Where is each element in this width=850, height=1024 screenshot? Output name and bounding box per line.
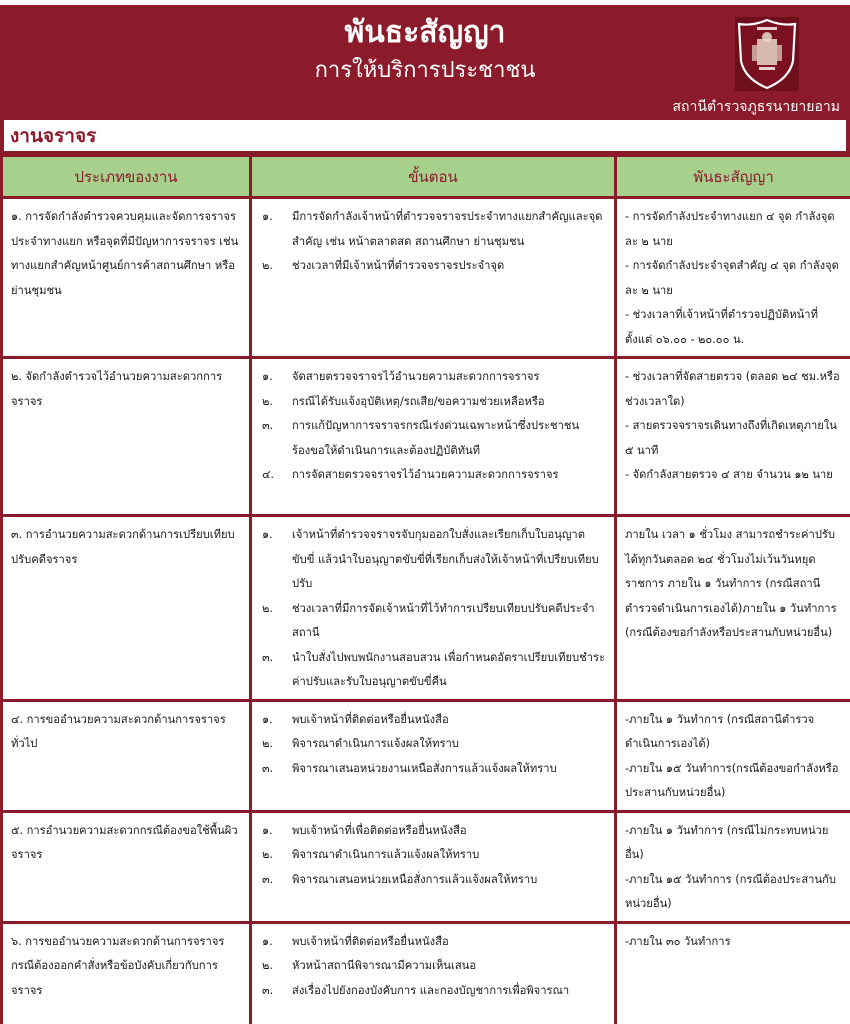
header-banner: [0, 5, 850, 120]
table-row: [2, 922, 850, 1024]
step-item: [260, 868, 606, 893]
step-number: ๒.: [262, 601, 273, 615]
step-item: [260, 757, 606, 782]
work-type-cell: ๖. การขออำนวยความสะดวกด้านการจราจร กรณีต้องออกคำสั่งหรือข้อบังคับเกี่ยวกับการจราจร: [2, 922, 251, 1024]
promise-cell: [616, 700, 850, 811]
step-text: เจ้าหน้าที่ตำรวจจราจรจับกุมออกใบสั่งและเรียกเก็บใบอนุญาตขับขี่ แล้วนำใบอนุญาตขับขี่ที่เรียกเก็บส่งให้เจ้าหน้าที่เปรียบเทียบปรับ: [292, 528, 599, 590]
table-row: [2, 198, 850, 358]
promise-line: - การจัดกำลังประจำจุดสำคัญ ๔ จุด กำลังจุดละ ๒ นาย: [625, 259, 839, 297]
work-type-cell: ๔. การขออำนวยความสะดวกด้านการจราจรทั่วไป: [2, 700, 251, 811]
work-type-cell: ๑. การจัดกำลังตำรวจควบคุมและจัดการจราจรประจำทางแยก หรือจุดที่มีปัญหาการจราจร เช่น ทางแยกสำคัญหน้าศูนย์การค้าสถานศึกษา หรือย่านชุมชน: [2, 198, 251, 358]
step-number: ๓.: [262, 983, 274, 997]
step-item: [260, 708, 606, 733]
promise-line: -ภายใน ๑ วันทำการ (กรณีสถานีตำรวจดำเนินการเองได้): [625, 712, 815, 750]
step-number: ๒.: [262, 737, 273, 750]
promise-line: - สายตรวจจราจรเดินทางถึงที่เกิดเหตุภายใน ๕ นาที: [625, 419, 837, 457]
step-item: [260, 597, 606, 646]
step-text: พิจารณาดำเนินการแล้วแจ้งผลให้ทราบ: [292, 848, 480, 861]
step-number: ๑.: [262, 823, 273, 837]
promise-line: ภายใน เวลา ๑ ชั่วโมง สามารถชำระค่าปรับได้ทุกวันตลอด ๒๔ ชั่วโมงไม่เว้นวันหยุดราชการ ภายใน ๑ วันทำการ (กรณีสถานีตำรวจดำเนินการเองได้)ภายใน ๑ วันทำการ (กรณีต้องขอกำลังหรือประสานกับหน่วยอื่น): [625, 528, 837, 639]
table-header-row: [2, 156, 850, 198]
step-text: การจัดสายตรวจจราจรไว้อำนวยความสะดวกการจราจร: [292, 468, 559, 481]
promise-line: -ภายใน ๑๕ วันทำการ(กรณีต้องขอกำลังหรือประสานกับหน่วยอื่น): [625, 761, 839, 799]
step-number: ๑.: [262, 370, 273, 383]
page-title: พันธะสัญญา: [344, 15, 506, 50]
work-type-cell: ๕. การอำนวยความสะดวกกรณีต้องขอใช้พื้นผิวจราจร: [2, 811, 251, 922]
shield-emblem-icon: [735, 17, 799, 91]
step-text: พิจารณาเสนอหน่วยงานเหนือสั่งการแล้วแจ้งผลให้ทราบ: [292, 761, 557, 775]
step-text: พิจารณาดำเนินการแจ้งผลให้ทราบ: [292, 737, 459, 750]
step-item: [260, 819, 606, 844]
step-number: ๓.: [262, 872, 274, 886]
step-item: [260, 979, 606, 1004]
step-item: [260, 930, 606, 955]
table-row: [2, 358, 850, 516]
work-type-cell: ๒. จัดกำลังตำรวจไว้อำนวยความสะดวกการจราจร: [2, 358, 251, 516]
table-row: [2, 811, 850, 922]
step-text: พบเจ้าหน้าที่เพื่อติดต่อหรือยื่นหนังสือ: [292, 823, 467, 837]
step-item: [260, 254, 606, 279]
steps-cell: [251, 922, 616, 1024]
column-header-type: ประเภทของงาน: [2, 156, 251, 198]
promise-line: -ภายใน ๓๐ วันทำการ: [625, 934, 731, 948]
column-header-steps: ขั้นตอน: [251, 156, 616, 198]
promise-cell: [616, 811, 850, 922]
step-number: ๒.: [262, 959, 273, 972]
promise-line: - การจัดกำลังประจำทางแยก ๔ จุด กำลังจุดละ ๒ นาย: [625, 210, 835, 248]
step-text: ช่วงเวลาที่มีการจัดเจ้าหน้าที่ไว้ทำการเปรียบเทียบปรับคดีประจำสถานี: [292, 601, 595, 639]
step-number: ๑.: [262, 528, 273, 541]
step-text: หัวหน้าสถานีพิจารณามีความเห็นเสนอ: [292, 959, 477, 972]
step-text: ส่งเรื่องไปยังกองบังคับการ และกองบัญชาการเพื่อพิจารณา: [292, 983, 570, 997]
promise-cell: [616, 198, 850, 358]
work-type-cell: ๓. การอำนวยความสะดวกด้านการเปรียบเทียบปรับคดีจราจร: [2, 516, 251, 701]
step-text: พบเจ้าหน้าที่ติดต่อหรือยื่นหนังสือ: [292, 712, 449, 726]
step-text: กรณีได้รับแจ้งอุบัติเหตุ/รถเสีย/ขอความช่วยเหลือหรือ: [292, 394, 545, 408]
step-number: ๓.: [262, 650, 274, 664]
step-text: พิจารณาเสนอหน่วยเหนือสั่งการแล้วแจ้งผลให้ทราบ: [292, 872, 538, 886]
step-item: [260, 523, 606, 597]
step-number: ๑.: [262, 712, 273, 726]
step-number: ๒.: [262, 394, 273, 408]
steps-cell: [251, 358, 616, 516]
step-text: นำใบสั่งไปพบพนักงานสอบสวน เพื่อกำหนดอัตราเปรียบเทียบชำระค่าปรับและรับใบอนุญาตขับขี่คืน: [292, 650, 606, 688]
promise-line: - จัดกำลังสายตรวจ ๔ สาย จำนวน ๑๒ นาย: [625, 468, 833, 481]
step-text: จัดสายตรวจจราจรไว้อำนวยความสะดวกการจราจร: [292, 370, 540, 383]
promise-cell: [616, 922, 850, 1024]
step-item: [260, 843, 606, 868]
step-item: [260, 414, 606, 463]
step-number: ๓.: [262, 419, 274, 432]
service-table: [0, 154, 850, 1024]
promise-line: -ภายใน ๑๕ วันทำการ (กรณีต้องประสานกับหน่วยอื่น): [625, 872, 836, 910]
column-header-promise: พันธะสัญญา: [616, 156, 850, 198]
step-number: ๒.: [262, 259, 273, 272]
table-row: [2, 516, 850, 701]
section-header: [0, 120, 850, 154]
step-text: พบเจ้าหน้าที่ติดต่อหรือยื่นหนังสือ: [292, 934, 449, 948]
step-item: [260, 205, 606, 254]
section-title: งานจราจร: [10, 125, 97, 147]
step-text: มีการจัดกำลังเจ้าหน้าที่ตำรวจจราจรประจำทางแยกสำคัญและจุดสำคัญ เช่น หน้าตลาดสด สถานศึกษา ย่านชุมชน: [292, 210, 603, 248]
step-number: ๑.: [262, 210, 273, 223]
step-number: ๒.: [262, 848, 273, 861]
step-number: ๓.: [262, 761, 274, 775]
step-text: การแก้ปัญหาการจราจรกรณีเร่งด่วนเฉพาะหน้าซึ่งประชาชนร้องขอให้ดำเนินการและต้องปฏิบัติทันที: [292, 419, 580, 457]
promise-cell: [616, 516, 850, 701]
promise-line: - ช่วงเวลาที่เจ้าหน้าที่ตำรวจปฏิบัติหน้าที่ตั้งแต่ ๐๖.๐๐ - ๒๐.๐๐ น.: [625, 308, 818, 346]
page-subtitle: การให้บริการประชาชน: [314, 58, 536, 83]
step-item: [260, 732, 606, 757]
steps-cell: [251, 516, 616, 701]
police-emblem-logo: [735, 17, 799, 91]
promise-cell: [616, 358, 850, 516]
steps-cell: [251, 198, 616, 358]
station-name: สถานีตำรวจภูธรนายายอาม: [672, 99, 840, 115]
promise-line: - ช่วงเวลาที่จัดสายตรวจ (ตลอด ๒๔ ชม.หรือช่วงเวลาใด): [625, 370, 840, 408]
step-item: [260, 954, 606, 979]
step-item: [260, 646, 606, 695]
step-item: [260, 390, 606, 415]
table-row: [2, 700, 850, 811]
steps-cell: [251, 811, 616, 922]
step-item: [260, 463, 606, 488]
step-item: [260, 365, 606, 390]
step-number: ๑.: [262, 934, 273, 948]
steps-cell: [251, 700, 616, 811]
promise-line: -ภายใน ๑ วันทำการ (กรณีไม่กระทบหน่วยอื่น): [625, 823, 829, 861]
step-text: ช่วงเวลาที่มีเจ้าหน้าที่ตำรวจจราจรประจำจุด: [292, 259, 505, 272]
step-number: ๔.: [262, 468, 275, 481]
